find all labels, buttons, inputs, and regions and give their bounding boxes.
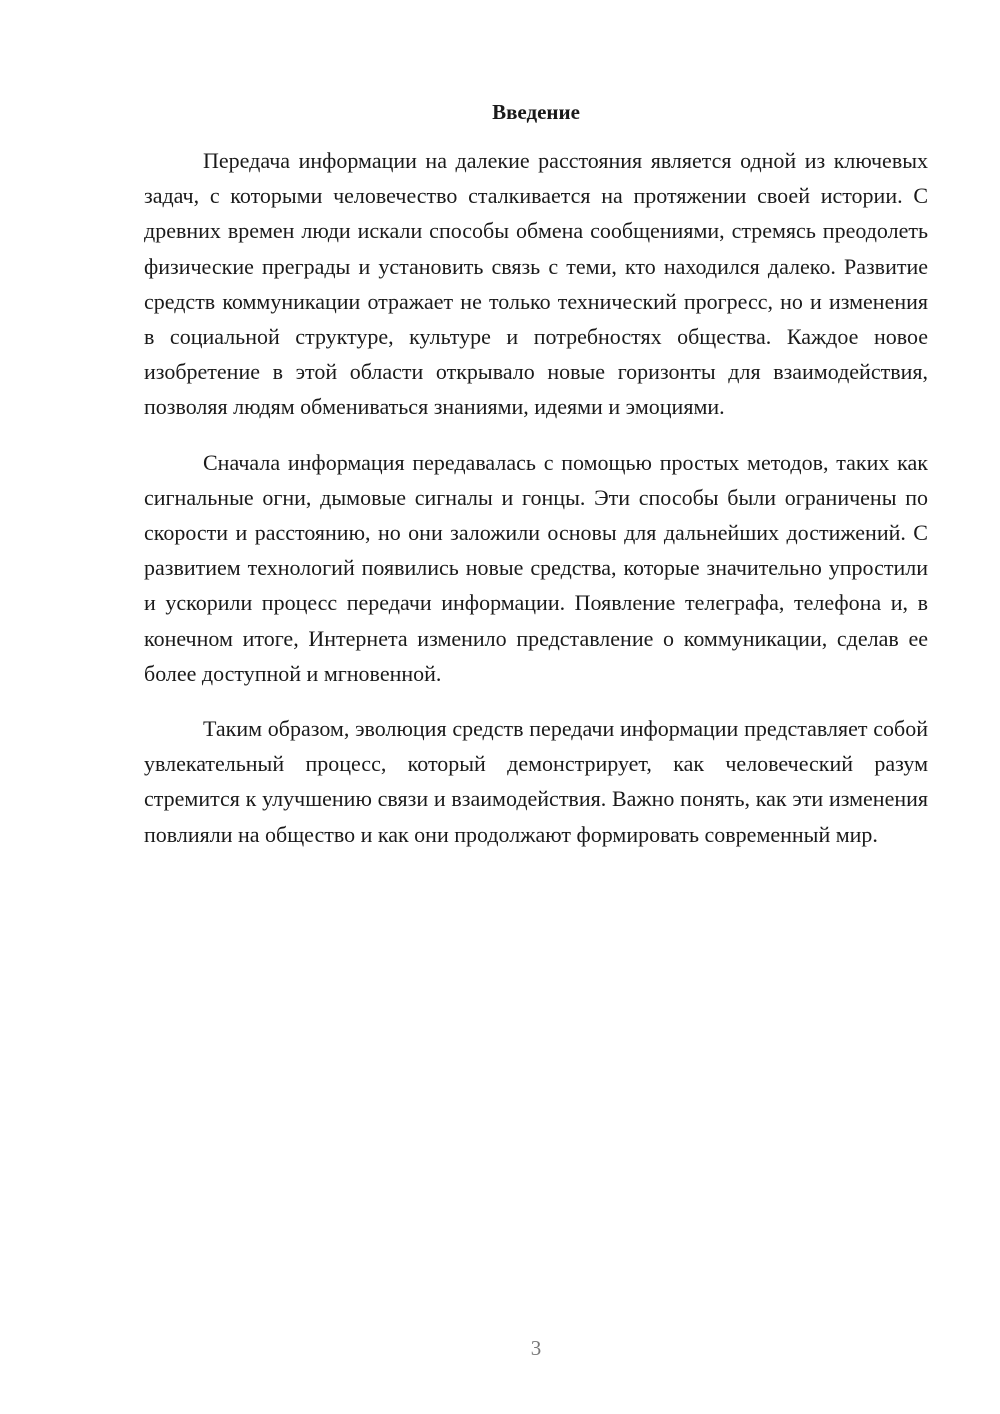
page-title: Введение [492, 100, 580, 124]
page-number: 3 [530, 1336, 542, 1360]
paragraph-2: Сначала информация передавалась с помощью простых методов, таких как сигнальные огни, дымовые сигналы и гонцы. Эти способы были ограничены по скорости и расстоянию, но они заложили основы для дальнейших достижений. С развитием технологий появились новые средства, которые значительно упростили и ускорили процесс передачи информации. Появление телеграфа, телефона и, в конечном итоге, Интернета изменило представление о коммуникации, сделав ее более доступной и мгновенной. [144, 449, 928, 686]
paragraph-1: Передача информации на далекие расстояния является одной из ключевых задач, с которыми человечество сталкивается на протяжении своей истории. С древних времен люди искали способы обмена сообщениями, стремясь преодолеть физические преграды и установить связь с теми, кто находился далеко. Развитие средств коммуникации отражает не только технический прогресс, но и изменения в социальной структуре, культуре и потребностях общества. Каждое новое изобретение в этой области открывало новые горизонты для взаимодействия, позволяя людям обмениваться знаниями, идеями и эмоциями. [144, 148, 928, 420]
paragraph-3: Таким образом, эволюция средств передачи информации представляет собой увлекательный процесс, который демонстрирует, как человеческий разум стремится к улучшению связи и взаимодействия. Важно понять, как эти изменения повлияли на общество и как они продолжают формировать современный мир. [144, 716, 928, 847]
body-text [144, 143, 928, 872]
